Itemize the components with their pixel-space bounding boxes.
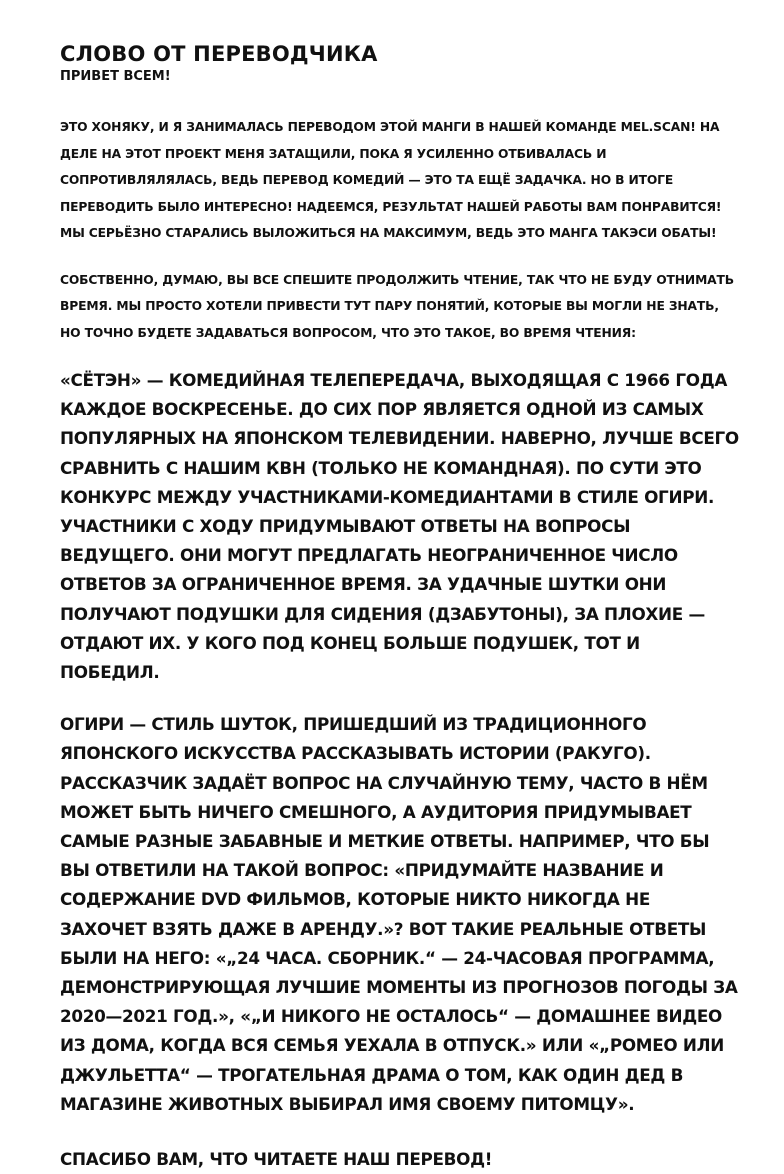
- translator-note-page: [60, 40, 740, 1174]
- glossary-ogiri: ОГИРИ — СТИЛЬ ШУТОК, ПРИШЕДШИЙ ИЗ ТРАДИЦИОННОГО ЯПОНСКОГО ИСКУССТВА РАССКАЗЫВАТЬ ИСТОРИИ (РАКУГО). РАССКАЗЧИК ЗАДАЁТ ВОПРОС НА СЛУЧАЙНУЮ ТЕМУ, ЧАСТО В НЁМ МОЖЕТ БЫТЬ НИЧЕГО СМЕШНОГО, А АУДИТОРИЯ ПРИДУМЫВАЕТ САМЫЕ РАЗНЫЕ ЗАБАВНЫЕ И МЕТКИЕ ОТВЕТЫ. НАПРИМЕР, ЧТО БЫ ВЫ ОТВЕТИЛИ НА ТАКОЙ ВОПРОС: «ПРИДУМАЙТЕ НАЗВАНИЕ И СОДЕРЖАНИЕ DVD ФИЛЬМОВ, КОТОРЫЕ НИКТО НИКОГДА НЕ ЗАХОЧЕТ ВЗЯТЬ ДАЖЕ В АРЕНДУ.»? ВОТ ТАКИЕ РЕАЛЬНЫЕ ОТВЕТЫ БЫЛИ НА НЕГО: «„24 ЧАСА. СБОРНИК.“ — 24-ЧАСОВАЯ ПРОГРАММА, ДЕМОНСТРИРУЮЩАЯ ЛУЧШИЕ МОМЕНТЫ ИЗ ПРОГНОЗОВ ПОГОДЫ ЗА 2020—2021 ГОД.», «„И НИКОГО НЕ ОСТАЛОСЬ“ — ДОМАШНЕЕ ВИДЕО ИЗ ДОМА, КОГДА ВСЯ СЕМЬЯ УЕХАЛА В ОТПУСК.» ИЛИ «„РОМЕО ИЛИ ДЖУЛЬЕТТА“ — ТРОГАТЕЛЬНАЯ ДРАМА О ТОМ, КАК ОДИН ДЕД В МАГАЗИНЕ ЖИВОТНЫХ ВЫБИРАЛ ИМЯ СВОЕМУ ПИТОМЦУ».: [60, 714, 738, 1114]
- glossary-shoten: «СЁТЭН» — КОМЕДИЙНАЯ ТЕЛЕПЕРЕДАЧА, ВЫХОДЯЩАЯ С 1966 ГОДА КАЖДОЕ ВОСКРЕСЕНЬЕ. ДО СИХ ПОР ЯВЛЯЕТСЯ ОДНОЙ ИЗ САМЫХ ПОПУЛЯРНЫХ НА ЯПОНСКОМ ТЕЛЕВИДЕНИИ. НАВЕРНО, ЛУЧШЕ ВСЕГО СРАВНИТЬ С НАШИМ КВН (ТОЛЬКО НЕ КОМАНДНАЯ). ПО СУТИ ЭТО КОНКУРС МЕЖДУ УЧАСТНИКАМИ-КОМЕДИАНТАМИ В СТИЛЕ ОГИРИ. УЧАСТНИКИ С ХОДУ ПРИДУМЫВАЮТ ОТВЕТЫ НА ВОПРОСЫ ВЕДУЩЕГО. ОНИ МОГУТ ПРЕДЛАГАТЬ НЕОГРАНИЧЕННОЕ ЧИСЛО ОТВЕТОВ ЗА ОГРАНИЧЕННОЕ ВРЕМЯ. ЗА УДАЧНЫЕ ШУТКИ ОНИ ПОЛУЧАЮТ ПОДУШКИ ДЛЯ СИДЕНИЯ (ДЗАБУТОНЫ), ЗА ПЛОХИЕ — ОТДАЮТ ИХ. У КОГО ПОД КОНЕЦ БОЛЬШЕ ПОДУШЕК, ТОТ И ПОБЕДИЛ.: [60, 370, 739, 683]
- page-title: СЛОВО ОТ ПЕРЕВОДЧИКА: [60, 42, 378, 66]
- intro-paragraph-1: ЭТО ХОНЯКУ, И Я ЗАНИМАЛАСЬ ПЕРЕВОДОМ ЭТОЙ МАНГИ В НАШЕЙ КОМАНДЕ MEL.SCAN! НА ДЕЛЕ НА ЭТОТ ПРОЕКТ МЕНЯ ЗАТАЩИЛИ, ПОКА Я УСИЛЕННО ОТБИВАЛАСЬ И СОПРОТИВЛЯЛЯЛАСЬ, ВЕДЬ ПЕРЕВОД КОМЕДИЙ — ЭТО ТА ЕЩЁ ЗАДАЧКА. НО В ИТОГЕ ПЕРЕВОДИТЬ БЫЛО ИНТЕРЕСНО! НАДЕЕМСЯ, РЕЗУЛЬТАТ НАШЕЙ РАБОТЫ ВАМ ПОНРАВИТСЯ! МЫ СЕРЬЁЗНО СТАРАЛИСЬ ВЫЛОЖИТЬСЯ НА МАКСИМУМ, ВЕДЬ ЭТО МАНГА ТАКЭСИ ОБАТЫ!: [60, 120, 722, 240]
- intro-paragraph-2: СОБСТВЕННО, ДУМАЮ, ВЫ ВСЕ СПЕШИТЕ ПРОДОЛЖИТЬ ЧТЕНИЕ, ТАК ЧТО НЕ БУДУ ОТНИМАТЬ ВРЕМЯ. МЫ ПРОСТО ХОТЕЛИ ПРИВЕСТИ ТУТ ПАРУ ПОНЯТИЙ, КОТОРЫЕ ВЫ МОГЛИ НЕ ЗНАТЬ, НО ТОЧНО БУДЕТЕ ЗАДАВАТЬСЯ ВОПРОСОМ, ЧТО ЭТО ТАКОЕ, ВО ВРЕМЯ ЧТЕНИЯ:: [60, 272, 734, 340]
- greeting: ПРИВЕТ ВСЕМ!: [60, 69, 171, 84]
- closing-thanks: СПАСИБО ВАМ, ЧТО ЧИТАЕТЕ НАШ ПЕРЕВОД!: [60, 1149, 493, 1170]
